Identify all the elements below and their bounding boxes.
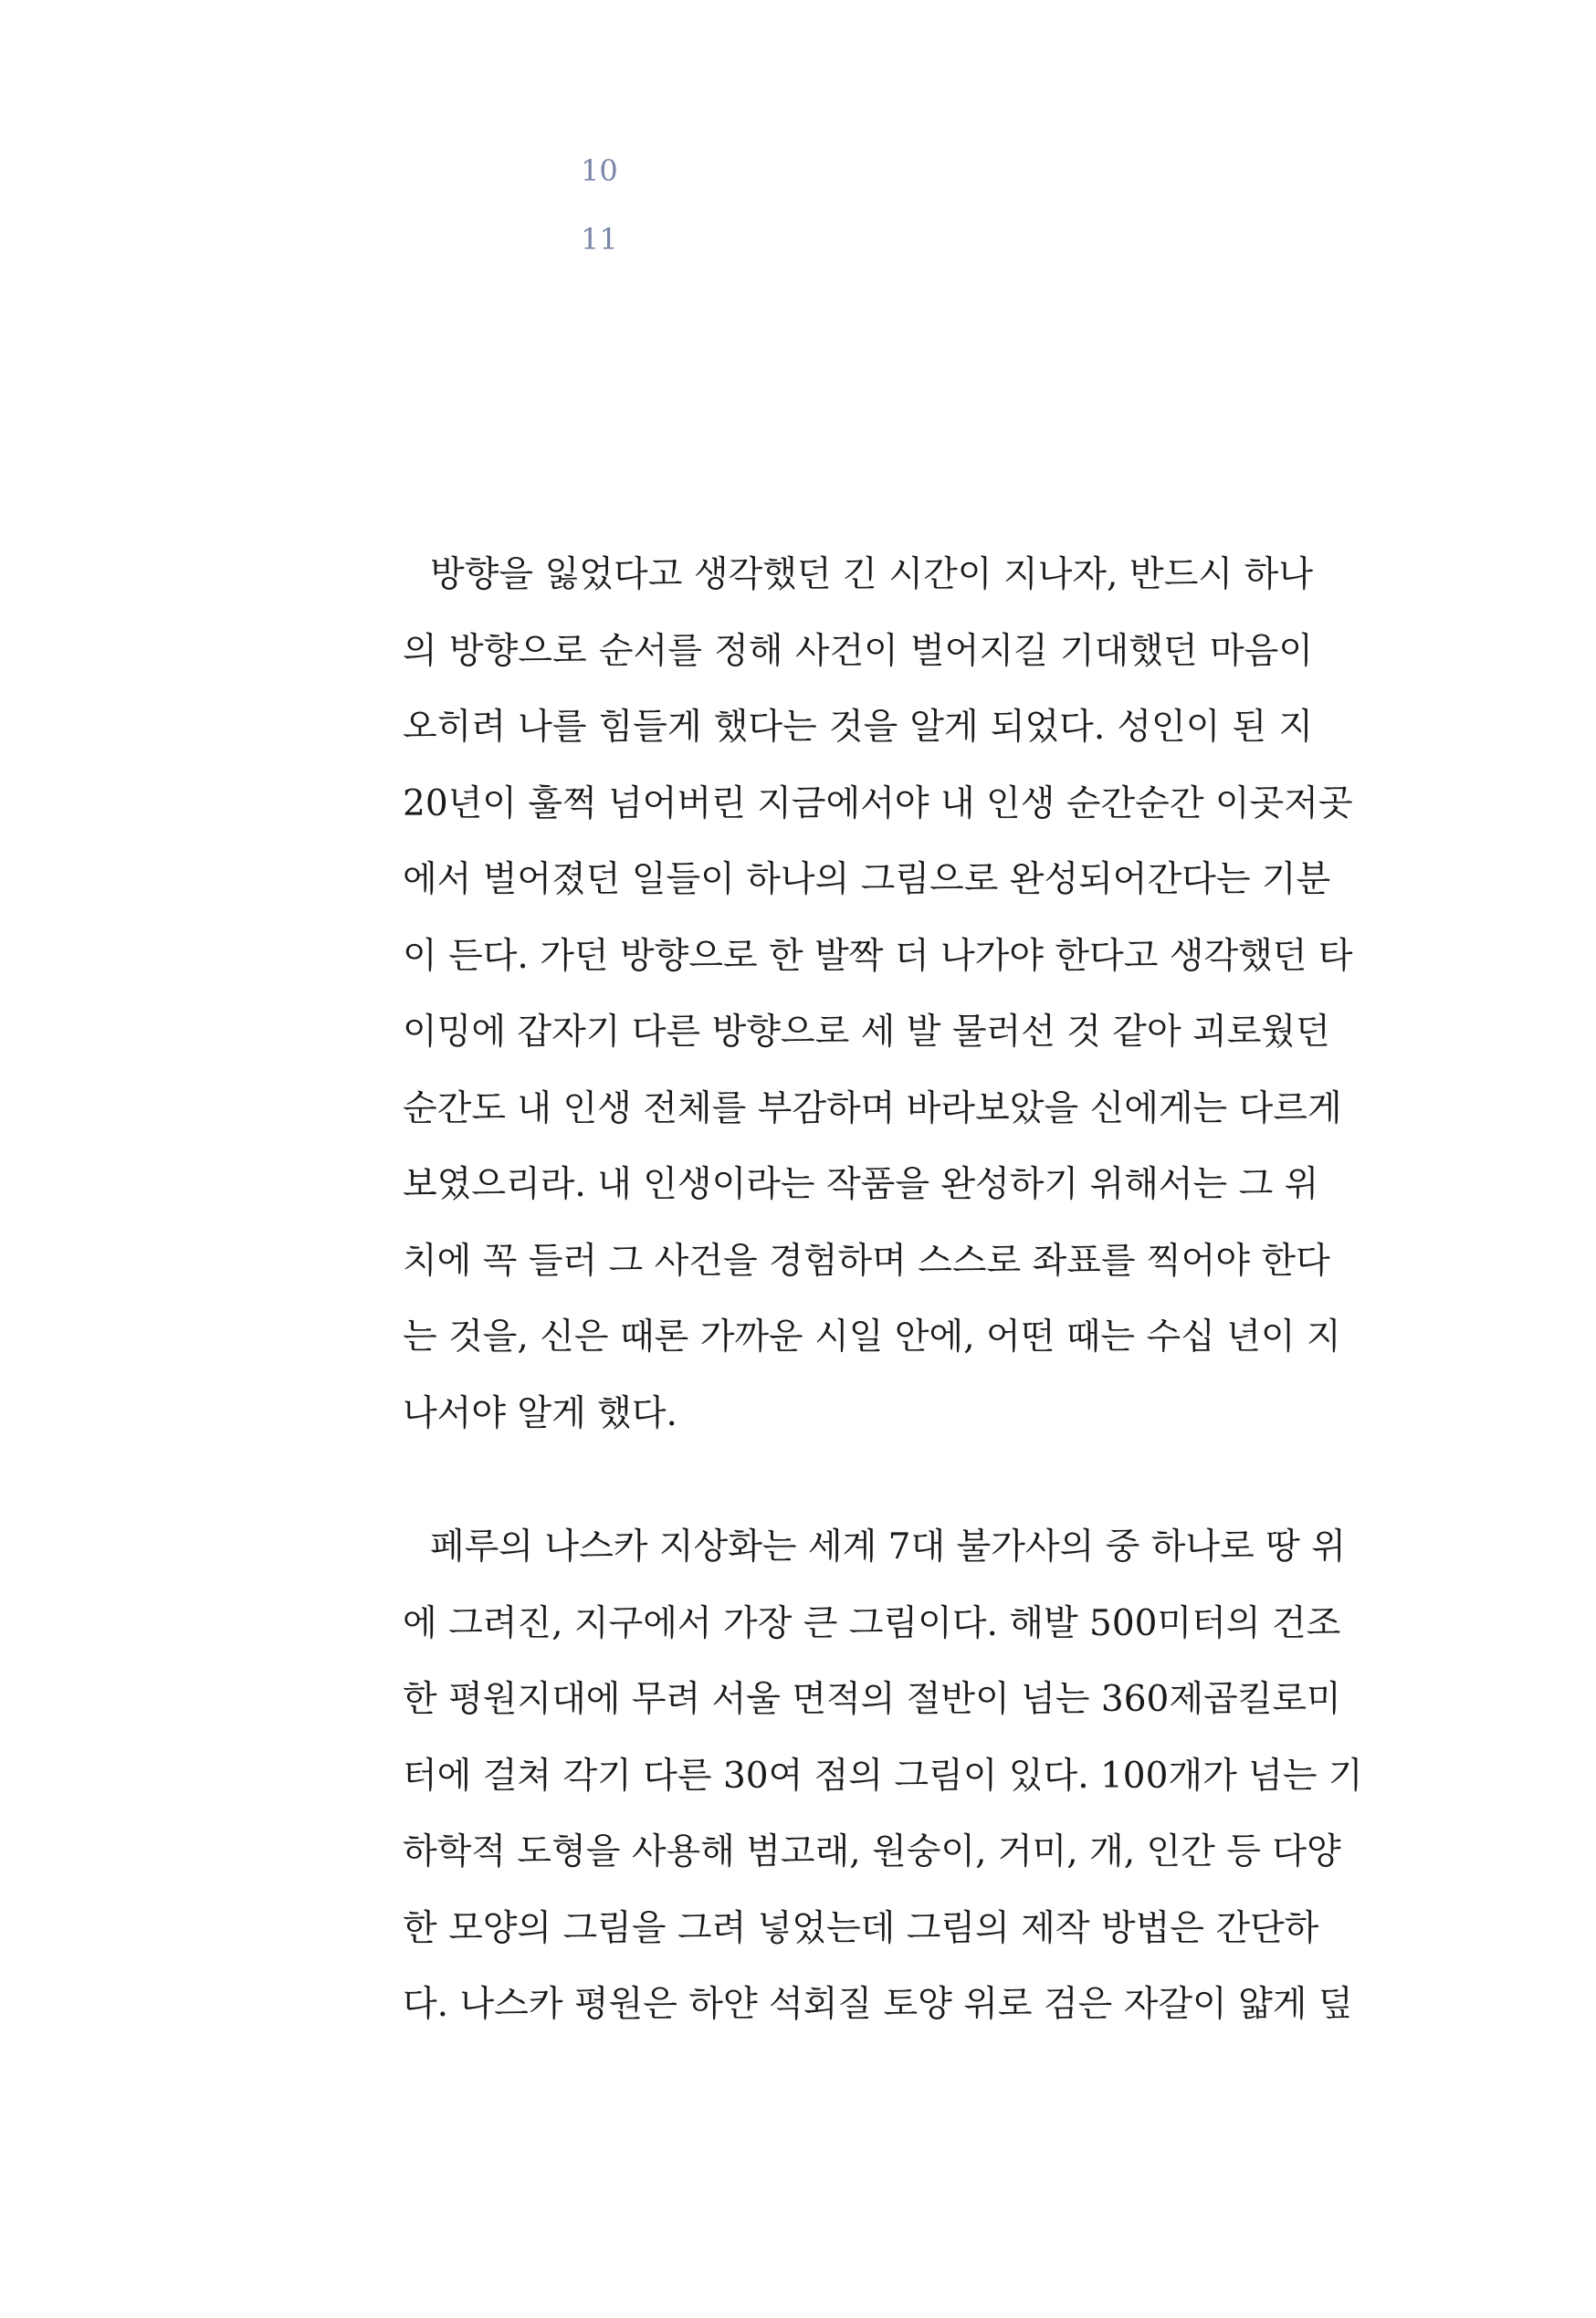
page-number-right: 11 — [581, 222, 618, 257]
paragraph-line: 한 평원지대에 무려 서울 면적의 절반이 넘는 360제곱킬로미 — [403, 1679, 1341, 1720]
paragraph-2 — [403, 1509, 1363, 2043]
paragraph-line: 는 것을, 신은 때론 가까운 시일 안에, 어떤 때는 수십 년이 지 — [403, 1316, 1341, 1358]
page-number-left: 10 — [581, 153, 618, 188]
paragraph-line: 치에 꼭 들러 그 사건을 경험하며 스스로 좌표를 찍어야 한다 — [403, 1240, 1330, 1282]
paragraph-line: 보였으리라. 내 인생이라는 작품을 완성하기 위해서는 그 위 — [403, 1164, 1319, 1205]
paragraph-line: 방향을 잃었다고 생각했던 긴 시간이 지나자, 반드시 하나 — [430, 554, 1313, 595]
paragraph-line: 한 모양의 그림을 그려 넣었는데 그림의 제작 방법은 간단하 — [403, 1907, 1319, 1949]
paragraph-line: 20년이 훌쩍 넘어버린 지금에서야 내 인생 순간순간 이곳저곳 — [403, 782, 1353, 824]
paragraph-line: 에서 벌어졌던 일들이 하나의 그림으로 완성되어간다는 기분 — [403, 859, 1331, 900]
page-numbers — [581, 137, 618, 274]
paragraph-line: 터에 걸쳐 각기 다른 30여 점의 그림이 있다. 100개가 넘는 기 — [403, 1755, 1363, 1797]
paragraph-1 — [403, 537, 1353, 1452]
paragraph-line: 순간도 내 인생 전체를 부감하며 바라보았을 신에게는 다르게 — [403, 1087, 1342, 1129]
paragraph-line: 오히려 나를 힘들게 했다는 것을 알게 되었다. 성인이 된 지 — [403, 707, 1313, 748]
paragraph-line: 하학적 도형을 사용해 범고래, 원숭이, 거미, 개, 인간 등 다양 — [403, 1831, 1341, 1872]
paragraph-line: 나서야 알게 했다. — [403, 1392, 677, 1434]
paragraph-line: 페루의 나스카 지상화는 세계 7대 불가사의 중 하나로 땅 위 — [430, 1526, 1346, 1568]
paragraph-line: 에 그려진, 지구에서 가장 큰 그림이다. 해발 500미터의 건조 — [403, 1602, 1341, 1644]
paragraph-line: 다. 나스카 평원은 하얀 석회질 토양 위로 검은 자갈이 얇게 덮 — [403, 1984, 1353, 2025]
paragraph-line: 이 든다. 가던 방향으로 한 발짝 더 나가야 한다고 생각했던 타 — [403, 935, 1353, 977]
paragraph-line: 의 방향으로 순서를 정해 사건이 벌어지길 기대했던 마음이 — [403, 630, 1313, 672]
paragraph-line: 이밍에 갑자기 다른 방향으로 세 발 물러선 것 같아 괴로웠던 — [403, 1012, 1330, 1053]
